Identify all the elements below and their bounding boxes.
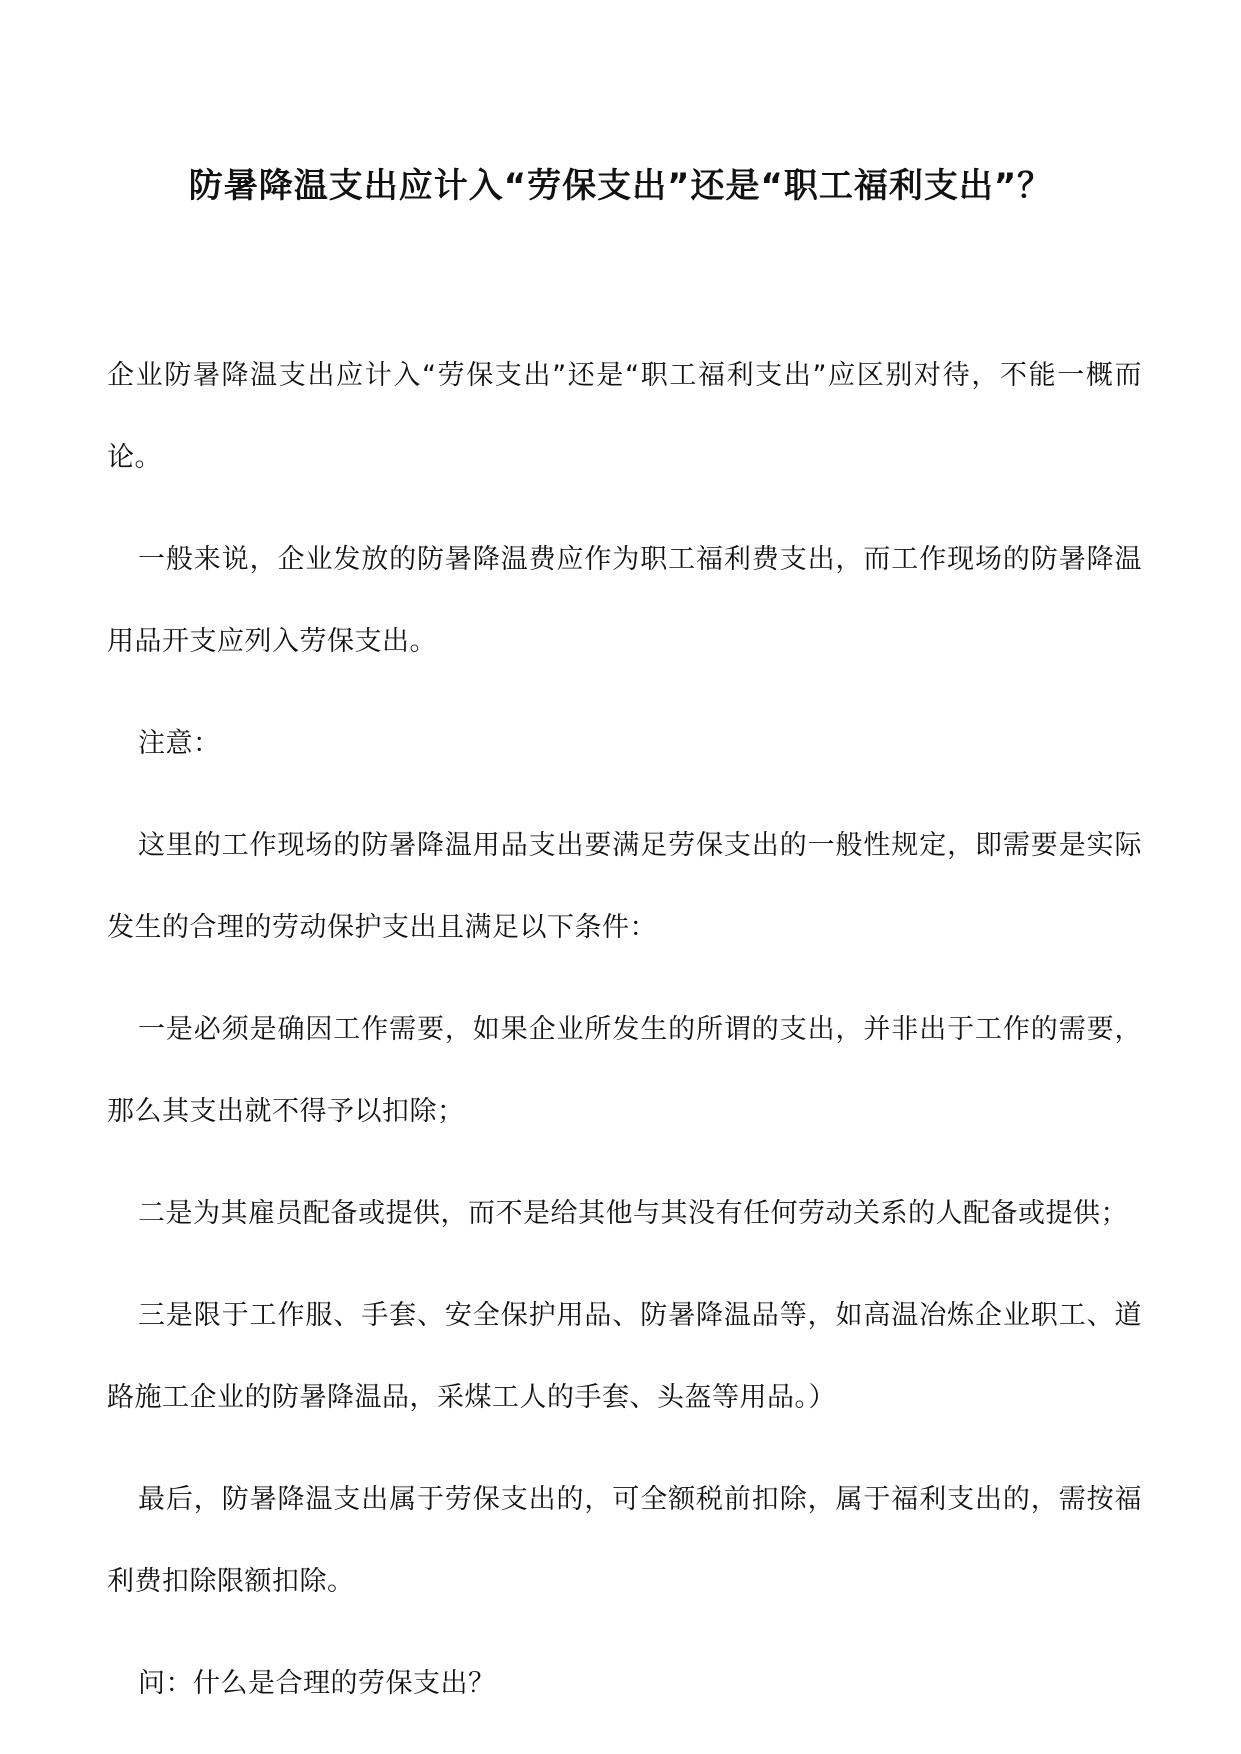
paragraph-condition-one: 一是必须是确因工作需要，如果企业所发生的所谓的支出，并非出于工作的需要，那么其支出就不得予以扣除；	[107, 1014, 1142, 1127]
paragraph-conclusion: 最后，防暑降温支出属于劳保支出的，可全额税前扣除，属于福利支出的，需按福利费扣除限额扣除。	[107, 1484, 1142, 1597]
paragraph-note-label: 注意：	[138, 728, 221, 759]
paragraph-general-rule: 一般来说，企业发放的防暑降温费应作为职工福利费支出，而工作现场的防暑降温用品开支应列入劳保支出。	[107, 544, 1142, 657]
paragraph-condition-three: 三是限于工作服、手套、安全保护用品、防暑降温品等，如高温冶炼企业职工、道路施工企业的防暑降温品，采煤工人的手套、头盔等用品。）	[107, 1300, 1142, 1413]
document-title: 防暑降温支出应计入“劳保支出”还是“职工福利支出”？	[188, 166, 1053, 206]
paragraph-conditions-intro: 这里的工作现场的防暑降温用品支出要满足劳保支出的一般性规定，即需要是实际发生的合理的劳动保护支出且满足以下条件：	[107, 830, 1142, 943]
document-body	[107, 335, 1142, 1745]
paragraph-question: 问：什么是合理的劳保支出？	[138, 1668, 496, 1699]
paragraph-intro: 企业防暑降温支出应计入“劳保支出”还是“职工福利支出”应区别对待，不能一概而论。	[107, 360, 1142, 473]
paragraph-condition-two: 二是为其雇员配备或提供，而不是给其他与其没有任何劳动关系的人配备或提供；	[138, 1198, 1128, 1229]
